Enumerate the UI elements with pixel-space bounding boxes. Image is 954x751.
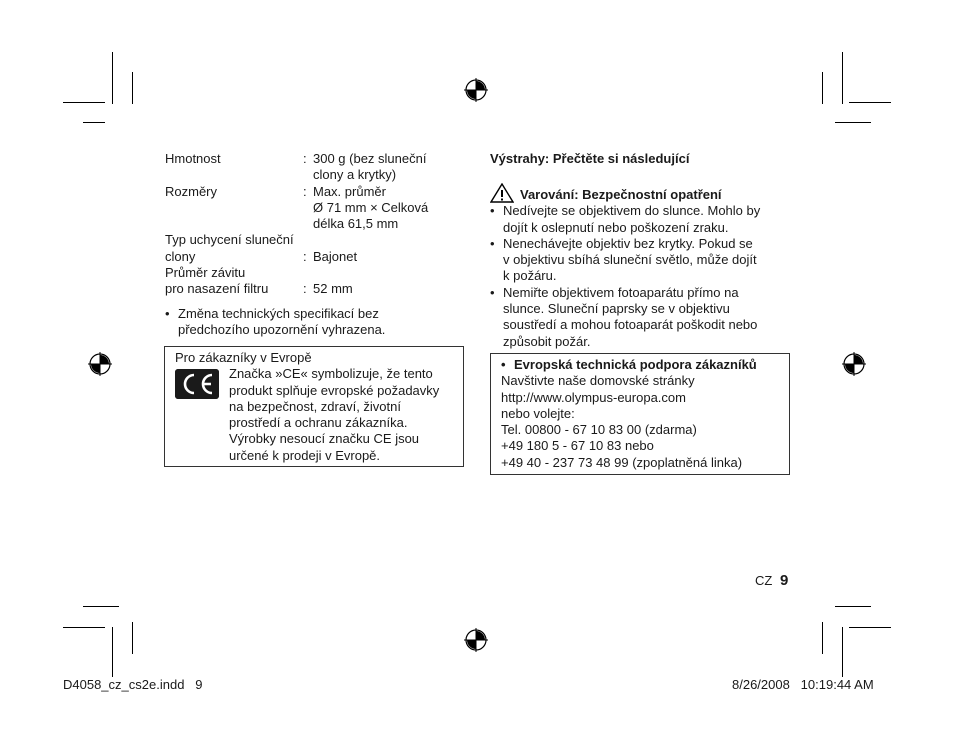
ce-heading: Pro zákazníky v Evropě — [175, 350, 312, 365]
spec-value: Ø 71 mm × Celková — [313, 199, 429, 215]
crop-mark — [83, 122, 105, 123]
ce-line: produkt splňuje evropské požadavky — [229, 382, 440, 398]
crop-mark — [822, 622, 823, 654]
list-item: • Nedívejte se objektivem do slunce. Mohlo by dojít k oslepnutí nebo poškození zraku. — [490, 203, 761, 235]
spec-label — [165, 216, 303, 232]
support-line: http://www.olympus-europa.com — [501, 389, 686, 405]
support-line: nebo volejte: — [501, 405, 575, 421]
support-line: Tel. 00800 - 67 10 83 00 (zdarma) — [501, 422, 697, 438]
ce-line: na bezpečnost, zdraví, životní — [229, 398, 401, 414]
spec-row — [165, 216, 465, 232]
spec-label — [165, 200, 303, 216]
spec-value — [313, 232, 465, 248]
warnings-title: Výstrahy: Přečtěte si následující — [490, 151, 690, 166]
page-number-block — [755, 572, 788, 589]
ce-mark-icon — [175, 369, 219, 399]
crop-mark — [849, 627, 891, 628]
registration-target-icon — [464, 628, 488, 652]
spec-value — [313, 265, 465, 281]
spec-row — [165, 281, 465, 297]
spec-label: clony — [165, 248, 196, 264]
support-line: Navštivte naše domovské stránky — [501, 373, 695, 389]
ce-line: Značka »CE« symbolizuje, že tento — [229, 366, 433, 382]
page-lang: CZ — [755, 573, 773, 588]
spec-colon: : — [303, 281, 307, 297]
support-heading-row: • Evropská technická podpora zákazníků — [501, 357, 757, 372]
crop-mark — [842, 52, 843, 104]
footer-date: 8/26/2008 10:19:44 AM — [732, 677, 874, 692]
spec-row — [165, 184, 465, 200]
list-item: • Nemiřte objektivem fotoaparátu přímo na slunce. Sluneční paprsky se v objektivu soustředí a mohou fotoaparát poškodit nebo způsobit požár. — [490, 284, 758, 349]
spec-value: clony a krytky) — [313, 167, 397, 183]
spec-label: Průměr závitu — [165, 265, 246, 281]
warnings-subtitle: Varování: Bezpečnostní opatření — [520, 187, 722, 202]
registration-target-icon — [842, 352, 866, 376]
bullet: • — [165, 306, 170, 321]
crop-mark — [849, 102, 891, 103]
warning-line: soustředí a mohou fotoaparát poškodit nebo — [503, 317, 758, 333]
crop-mark — [112, 52, 113, 104]
spec-value: 52 mm — [313, 281, 353, 297]
spec-row — [165, 249, 465, 265]
spec-label: Rozměry — [165, 183, 218, 199]
spec-change-note — [165, 306, 465, 339]
warning-line: Nenechávejte objektiv bez krytky. Pokud se — [503, 235, 753, 251]
spec-value: Bajonet — [313, 248, 358, 264]
ce-notice-box — [164, 346, 464, 467]
spec-colon: : — [303, 183, 307, 199]
ce-line: určené k prodeji v Evropě. — [229, 447, 381, 463]
warning-line: způsobit požár. — [503, 333, 591, 349]
spec-row — [165, 167, 465, 183]
crop-mark — [63, 102, 105, 103]
crop-mark — [822, 72, 823, 104]
crop-mark — [132, 72, 133, 104]
list-item: • Nenechávejte objektiv bez krytky. Pokud se v objektivu sbíhá sluneční světlo, může dojít k požáru. — [490, 235, 757, 284]
ce-text — [229, 366, 453, 464]
warnings-subtitle-row — [490, 183, 790, 203]
spec-row — [165, 232, 465, 248]
spec-row — [165, 265, 465, 281]
warning-line: Nedívejte se objektivem do slunce. Mohlo by — [503, 203, 761, 219]
spec-row — [165, 151, 465, 167]
spec-label — [165, 167, 303, 183]
registration-target-icon — [464, 78, 488, 102]
spec-colon: : — [303, 151, 307, 166]
support-line: +49 180 5 - 67 10 83 nebo — [501, 438, 654, 454]
registration-target-icon — [88, 352, 112, 376]
crop-mark — [63, 627, 105, 628]
crop-mark — [842, 627, 843, 677]
crop-mark — [83, 606, 119, 607]
spec-colon: : — [303, 248, 307, 264]
footer-file: D4058_cz_cs2e.indd 9 — [63, 677, 203, 692]
spec-value: délka 61,5 mm — [313, 216, 399, 232]
warnings-section — [490, 151, 790, 350]
note-line: Změna technických specifikací bez — [178, 306, 379, 321]
ce-line: prostředí a ochranu zákazníka. — [229, 415, 408, 431]
support-box — [490, 353, 790, 475]
warning-line: k požáru. — [503, 268, 557, 284]
crop-mark — [835, 606, 871, 607]
spec-value: 300 g (bez sluneční — [313, 151, 427, 166]
spec-table — [165, 151, 465, 298]
spec-value: Max. průměr — [313, 183, 386, 199]
support-line: +49 40 - 237 73 48 99 (zpoplatněná linka) — [501, 454, 743, 470]
warning-line: v objektivu sbíhá sluneční světlo, může dojít — [503, 252, 757, 268]
spec-label: Typ uchycení sluneční — [165, 232, 294, 248]
crop-mark — [112, 627, 113, 677]
ce-line: Výrobky nesoucí značku CE jsou — [229, 431, 420, 447]
warning-line: dojít k oslepnutí nebo poškození zraku. — [503, 219, 729, 235]
support-heading: Evropská technická podpora zákazníků — [514, 357, 757, 372]
page-number: 9 — [779, 572, 789, 589]
note-line: předchozího upozornění vyhrazena. — [178, 322, 386, 338]
spec-label: Hmotnost — [165, 151, 221, 166]
spec-row — [165, 200, 465, 216]
warning-triangle-icon — [490, 183, 514, 203]
crop-mark — [132, 622, 133, 654]
spec-label: pro nasazení filtru — [165, 281, 269, 297]
warning-line: Nemiřte objektivem fotoaparátu přímo na — [503, 284, 739, 300]
warning-line: slunce. Sluneční paprsky se v objektivu — [503, 301, 730, 317]
crop-mark — [835, 122, 871, 123]
